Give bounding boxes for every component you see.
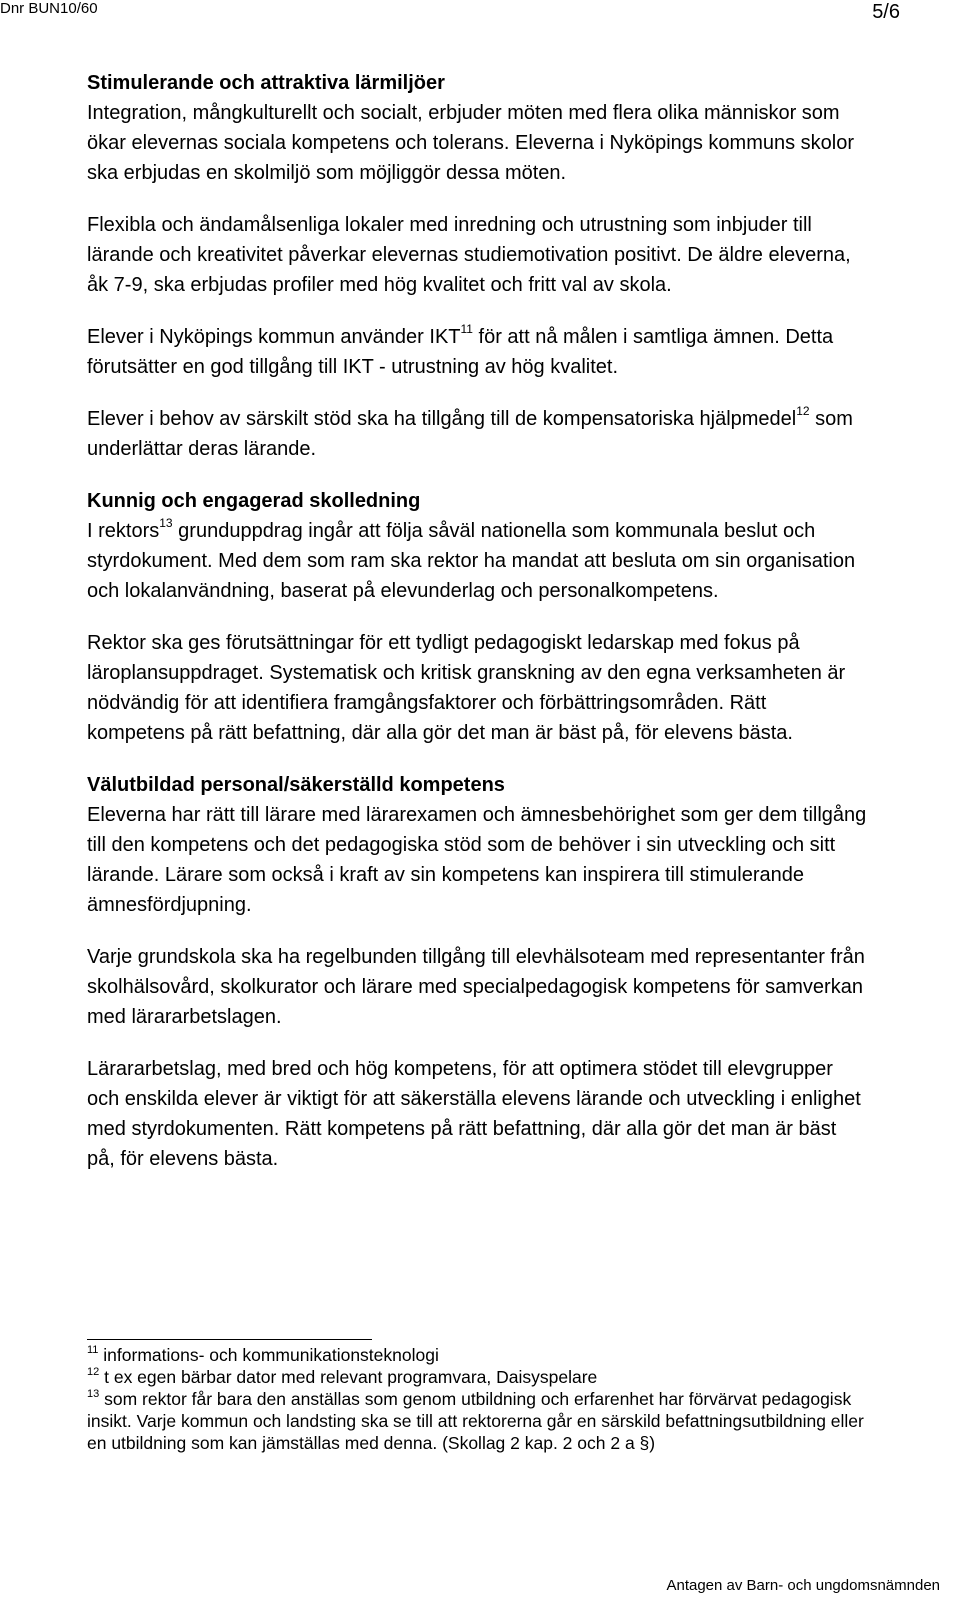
paragraph-text: grunduppdrag ingår att följa såväl nationella som kommunala beslut och styrdokument. Med dem som ram ska rektor ha mandat att besluta om sin organisation och lokalanvändning, baserat på elevunderlag och personalkompetens. [87, 520, 856, 602]
footnote-ref: 13 [159, 516, 173, 530]
paragraph-text: Elever i Nyköpings kommun använder IKT [87, 326, 461, 348]
footnote-number: 12 [87, 1366, 100, 1378]
footnote-number: 11 [87, 1344, 99, 1356]
footnotes [87, 1344, 867, 1454]
footnote-ref: 11 [460, 322, 473, 336]
section-heading-skolledning: Kunnig och engagerad skolledning [87, 490, 421, 512]
footnote [87, 1344, 867, 1366]
footer-approval: Antagen av Barn- och ungdomsnämnden [666, 1577, 940, 1594]
footnote-ref: 12 [796, 404, 810, 418]
footnote-divider [87, 1339, 372, 1340]
paragraph-text: Elever i behov av särskilt stöd ska ha tillgång till de kompensatoriska hjälpmedel [87, 408, 797, 430]
document-body [87, 68, 867, 1196]
paragraph-text: som underlättar deras lärande. [87, 408, 853, 460]
footnote [87, 1366, 867, 1388]
footnote [87, 1388, 867, 1454]
document-number: Dnr BUN10/60 [0, 0, 98, 17]
footnote-text: t ex egen bärbar dator med relevant programvara, Daisyspelare [99, 1367, 598, 1387]
footnote-text: som rektor får bara den anställas som genom utbildning och erfarenhet har förvärvat pedagogisk insikt. Varje kommun och landsting ska se till att rektorerna går en särskild befattningsutbildning eller en utbildning som kan jämställas med denna. (Skollag 2 kap. 2 och 2 a §) [87, 1389, 864, 1453]
paragraph [87, 516, 867, 606]
paragraph [87, 322, 867, 382]
footnote-text: informations- och kommunikationsteknologi [98, 1345, 439, 1365]
paragraph-text: I rektors [87, 520, 160, 542]
page-number: 5/6 [872, 1, 900, 23]
paragraph [87, 404, 867, 464]
paragraph: Lärararbetslag, med bred och hög kompetens, för att optimera stödet till elevgrupper och enskilda elever är viktigt för att säkerställa elevens lärande och utveckling i enlighet med styrdokumenten. Rätt kompetens på rätt befattning, där alla gör det man är bäst på, för elevens bästa. [87, 1058, 861, 1170]
section-heading-larmiljoer: Stimulerande och attraktiva lärmiljöer [87, 72, 445, 94]
footnote-number: 13 [87, 1388, 100, 1400]
paragraph: Eleverna har rätt till lärare med lärarexamen och ämnesbehörighet som ger dem tillgång till den kompetens och det pedagogiska stöd som de behöver i sin utveckling och sitt lärande. Lärare som också i kraft av sin kompetens kan inspirera till stimulerande ämnesfördjupning. [87, 804, 867, 916]
paragraph: Flexibla och ändamålsenliga lokaler med inredning och utrustning som inbjuder till lärande och kreativitet påverkar elevernas studiemotivation positivt. De äldre eleverna, åk 7-9, ska erbjudas profiler med hög kvalitet och fritt val av skola. [87, 214, 851, 296]
paragraph-text: för att nå målen i samtliga ämnen. Detta förutsätter en god tillgång till IKT - utrustning av hög kvalitet. [87, 326, 834, 378]
paragraph: Varje grundskola ska ha regelbunden tillgång till elevhälsoteam med representanter från skolhälsovård, skolkurator och lärare med specialpedagogisk kompetens för samverkan med lärararbetslagen. [87, 946, 865, 1028]
paragraph: Integration, mångkulturellt och socialt, erbjuder möten med flera olika människor som ökar elevernas sociala kompetens och tolerans. Eleverna i Nyköpings kommuns skolor ska erbjudas en skolmiljö som möjliggör dessa möten. [87, 102, 855, 184]
section-heading-kompetens: Välutbildad personal/säkerställd kompetens [87, 774, 505, 796]
paragraph: Rektor ska ges förutsättningar för ett tydligt pedagogiskt ledarskap med fokus på läroplansuppdraget. Systematisk och kritisk granskning av den egna verksamheten är nödvändig för att identifiera framgångsfaktorer och förbättringsområden. Rätt kompetens på rätt befattning, där alla gör det man är bäst på, för elevens bästa. [87, 632, 846, 744]
